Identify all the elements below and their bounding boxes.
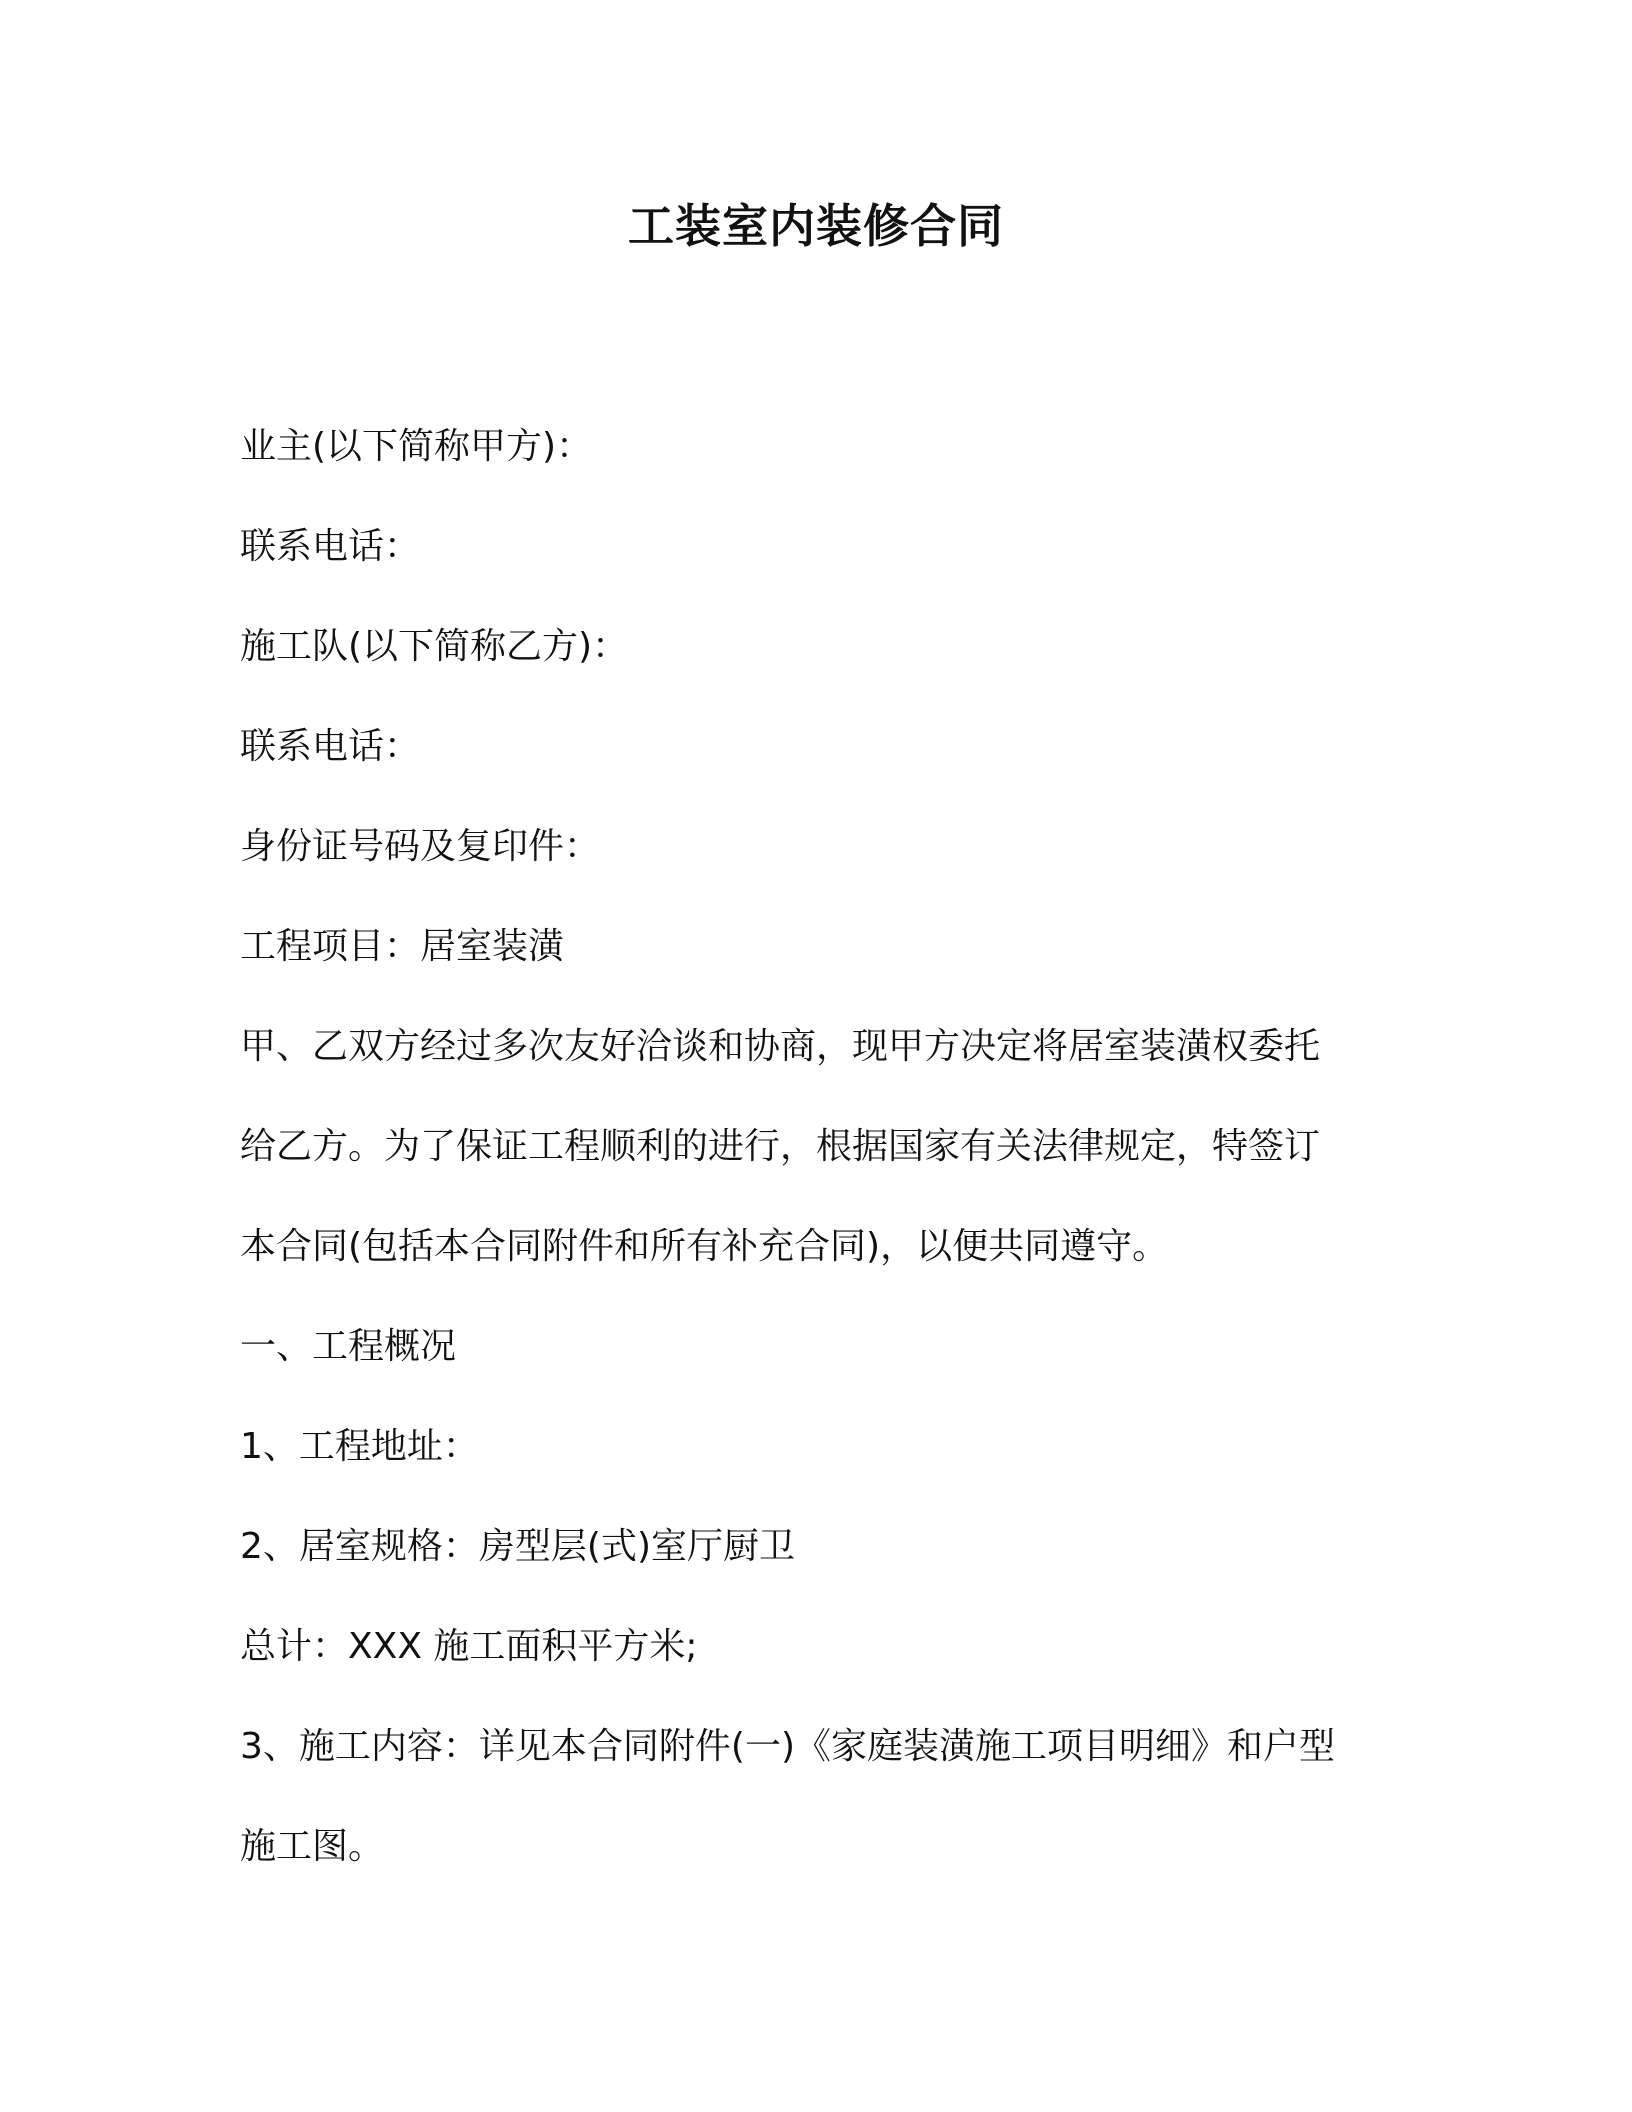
party-b-team-line: 施工队(以下简称乙方)： (240, 626, 629, 667)
agreement-paragraph-line-1: 甲、乙双方经过多次友好洽谈和协商，现甲方决定将居室装潢权委托 (240, 1026, 1321, 1067)
project-line: 工程项目：居室装潢 (240, 926, 565, 967)
agreement-paragraph-line-2: 给乙方。为了保证工程顺利的进行，根据国家有关法律规定，特签订 (240, 1126, 1321, 1167)
id-number-line: 身份证号码及复印件： (240, 826, 601, 867)
project-address-line: 1、工程地址： (240, 1426, 479, 1467)
construction-content-line-1: 3、施工内容：详见本合同附件(一)《家庭装潢施工项目明细》和户型 (240, 1726, 1335, 1767)
construction-content-line-2: 施工图。 (240, 1826, 385, 1867)
document-title: 工装室内装修合同 (628, 199, 1004, 253)
room-specification-line: 2、居室规格：房型层(式)室厅厨卫 (240, 1526, 795, 1567)
party-a-owner-line: 业主(以下简称甲方)： (240, 426, 593, 467)
total-area-line: 总计：XXX 施工面积平方米; (240, 1626, 698, 1667)
party-b-phone-line: 联系电话： (240, 726, 421, 767)
agreement-paragraph-line-3: 本合同(包括本合同附件和所有补充合同)，以便共同遵守。 (240, 1226, 1169, 1267)
section-heading-project-overview: 一、工程概况 (240, 1326, 457, 1367)
party-a-phone-line: 联系电话： (240, 526, 421, 567)
